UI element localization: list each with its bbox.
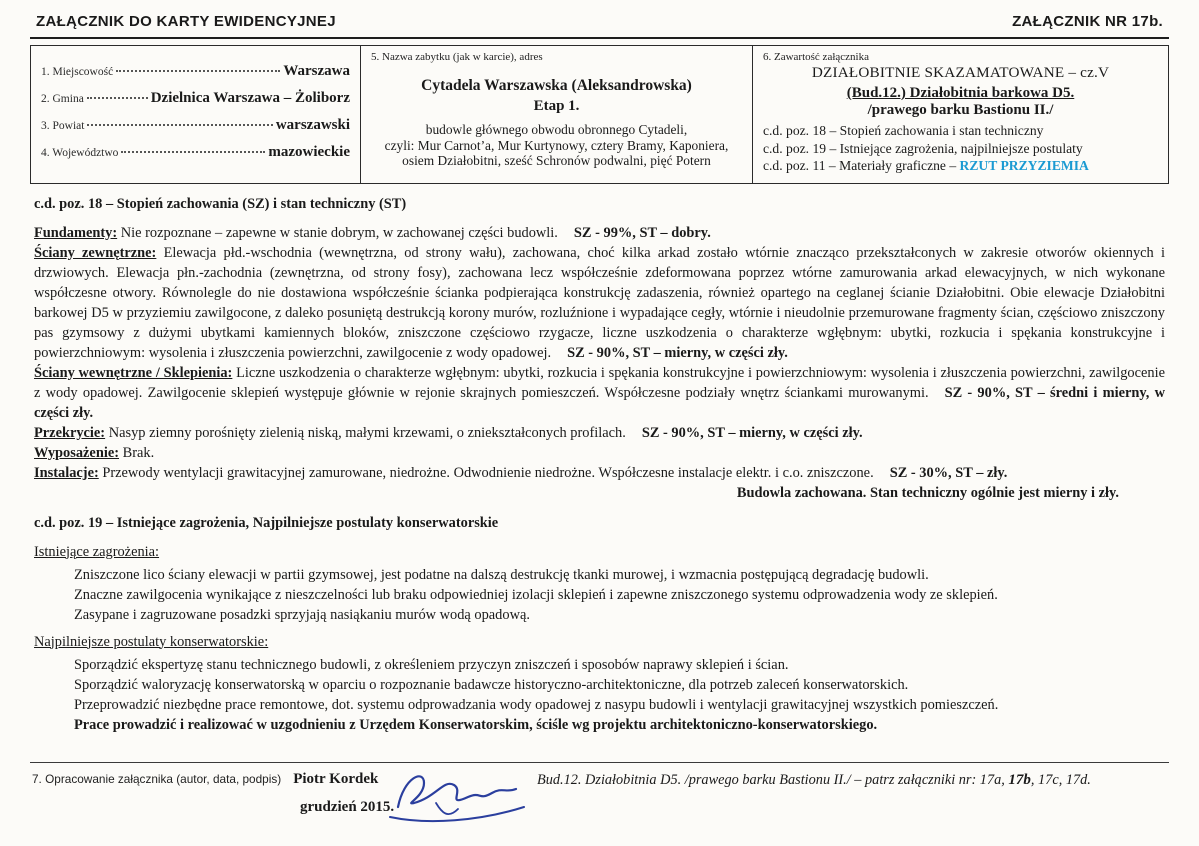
entry-fundamenty	[34, 223, 1165, 243]
entry-label: Fundamenty:	[34, 224, 118, 241]
author-name: Piotr Kordek	[293, 771, 379, 787]
dotted-leader	[87, 97, 148, 99]
contents-item: c.d. poz. 18 – Stopień zachowania i stan techniczny	[763, 123, 1044, 138]
monument-description	[371, 122, 742, 169]
postulate-item: Sporządzić waloryzację konserwatorską w oparciu o rozpoznanie badawcze historyczno-architektoniczne, dla potrzeb zaleceń konserwatorskich.	[74, 676, 909, 693]
entry-label: Instalacje:	[34, 464, 99, 481]
dotted-leader	[116, 70, 280, 72]
entry-status: SZ - 90%, ST – średni i mierny, w części zły.	[34, 384, 1165, 421]
entry-wyposazenie	[34, 443, 1165, 463]
document-footer	[0, 762, 1199, 846]
entry-status: SZ - 99%, ST – dobry.	[573, 224, 711, 241]
contents-cell	[753, 46, 1168, 183]
note-highlight: 17b	[1008, 772, 1031, 788]
field-label: 2. Gmina	[41, 93, 84, 105]
entry-text: Elewacja płd.-wschodnia (wewnętrzna, od strony wału), zachowana, choć kilka arkad zostało wtórnie znacząco przekształconych w zakresie otworów okiennych i drzwiowych. Elewacja płn.-zachodnia (zewnętrzna, od strony fosy), zachowana lecz współcześnie zdeformowana poprzez wtórne zamurowania arkad elewacyjnych, w nich wykonane współczesne otwory. Równolegle do nie dostawiona współcześnie ścianka podpierająca konstrukcję zadaszenia, również opartego na ceglanej ścianie Działobitni. Obie elewacje Działobitni barkowej D5 w przyziemiu zawilgocone, z daleko posuniętą destrukcją korony murów, rozluźnione i wypadające cegły, wtórnie i nieudolnie przemurowane fragmenty ścian, częściowo zniszczony pas gzymsowy z dużymi ubytkami kamiennych bloków, zniszczone częściowo rzygacze, liczne uszkodzenia o charakterze wgłębnym: ubytki, rozkucia i spękania konstrukcyjne i powierzchniowym: wysolenia i złuszczenia powierzchni, zawilgocenie z wody opadowej.	[34, 244, 1165, 361]
entry-label: Przekrycie:	[34, 424, 106, 441]
dotted-leader	[121, 151, 265, 153]
location-cell	[31, 46, 361, 183]
entry-label: Ściany zewnętrzne:	[34, 244, 157, 261]
header-attachment-number: ZAŁĄCZNIK NR 17b.	[1012, 13, 1163, 30]
contents-item	[763, 157, 1158, 175]
contents-item-highlight: RZUT PRZYZIEMIA	[959, 158, 1089, 173]
monument-cell-label: 5. Nazwa zabytku (jak w karcie), adres	[371, 51, 543, 63]
field-gmina	[41, 90, 350, 107]
postulate-item: Sporządzić ekspertyzę stanu technicznego budowli, z określeniem przyczyn zniszczeń i sposobów naprawy sklepień i ścian.	[74, 656, 789, 673]
contents-cell-label: 6. Zawartość załącznika	[763, 51, 869, 63]
entry-status: SZ - 90%, ST – mierny, w części zły.	[567, 344, 788, 361]
contents-item-text: c.d. poz. 11 – Materiały graficzne –	[763, 158, 960, 173]
section-19-heading: c.d. poz. 19 – Istniejące zagrożenia, Najpilniejsze postulaty konserwatorskie	[34, 514, 499, 531]
note-text: Bud.12. Działobitnia D5. /prawego barku Bastionu II./ – patrz załączniki nr: 17a,	[537, 772, 1009, 788]
entry-label: Wyposażenie:	[34, 444, 120, 461]
threat-item: Zasypane i zagruzowane posadzki sprzyjają nasiąkaniu murów wodą opadową.	[74, 606, 530, 623]
contents-item: c.d. poz. 19 – Istniejące zagrożenia, najpilniejsze postulaty	[763, 140, 1083, 156]
monument-cell	[361, 46, 753, 183]
entry-status: SZ - 30%, ST – zły.	[889, 464, 1008, 481]
header-title-left: ZAŁĄCZNIK DO KARTY EWIDENCYJNEJ	[36, 13, 336, 30]
contents-building-detail: /prawego barku Bastionu II./	[867, 102, 1054, 118]
field-value: warszawski	[275, 117, 350, 133]
threats-title: Istniejące zagrożenia:	[34, 543, 160, 560]
field-value: mazowieckie	[268, 144, 350, 160]
entry-text: Przewody wentylacji grawitacyjnej zamurowane, niedrożne. Odwodnienie niedrożne. Współczesne instalacje elektr. i c.o. zniszczone.	[98, 464, 874, 481]
monument-line: budowle głównego obwodu obronnego Cytadeli,	[425, 122, 688, 137]
page-header	[30, 0, 1169, 39]
monument-title: Cytadela Warszawska (Aleksandrowska)	[421, 77, 692, 94]
entry-status: SZ - 90%, ST – mierny, w części zły.	[641, 424, 863, 441]
threat-item: Znaczne zawilgocenia wynikające z nieszczelności lub braku odpowiedniej izolacji sklepień i zapewne zniszczonego systemu odprowadzenia wody ze sklepień.	[74, 586, 998, 603]
contents-item-list	[763, 122, 1158, 175]
entry-text: Nie rozpoznane – zapewne w stanie dobrym, w zachowanej części budowli.	[117, 224, 558, 241]
field-miejscowosc	[41, 63, 350, 80]
entry-przekrycie	[34, 423, 1165, 443]
signature-handwriting	[384, 763, 554, 833]
footer-divider	[30, 762, 1169, 763]
footer-date: grudzień 2015.	[300, 799, 395, 815]
postulate-final: Prace prowadzić i realizować w uzgodnieniu z Urzędem Konserwatorskim, ściśle wg projektu architektoniczno-konserwatorskiego.	[74, 716, 878, 733]
field-value: Dzielnica Warszawa – Żoliborz	[150, 90, 350, 106]
info-table	[30, 45, 1169, 184]
document-body	[34, 194, 1165, 735]
monument-subtitle: Etap 1.	[533, 98, 580, 114]
postulate-item: Przeprowadzić niezbędne prace remontowe, dot. systemu odprowadzania wody opadowej z nasypu budowli i wentylacji grawitacyjnej wszystkich pomieszczeń.	[74, 696, 999, 713]
field-label: 1. Miejscowość	[41, 66, 114, 78]
entry-text: Brak.	[119, 444, 155, 461]
footer-reference-note	[537, 772, 1091, 789]
entry-sciany-zewnetrzne	[34, 243, 1165, 363]
entry-text: Nasyp ziemny porośnięty zielenią niską, małymi krzewami, o zniekształconych profilach.	[105, 424, 626, 441]
note-text: , 17c, 17d.	[1030, 772, 1091, 788]
threat-item: Zniszczone lico ściany elewacji w partii gzymsowej, jest podatne na dalszą destrukcję tkanki murowej, i wzmacnia postępującą degradację budowli.	[74, 566, 929, 583]
footer-label: 7. Opracowanie załącznika (autor, data, podpis)	[32, 772, 282, 786]
postulates-title: Najpilniejsze postulaty konserwatorskie:	[34, 633, 269, 650]
field-value: Warszawa	[283, 63, 350, 79]
entry-instalacje	[34, 463, 1165, 483]
entry-text: Liczne uszkodzenia o charakterze wgłębnym: ubytki, rozkucia i spękania konstrukcyjne i powierzchniowym: wysolenia i złuszczenia powierzchni, zawilgocenie z wody opadowej. Zawilgocenie sklepień występuje głównie w rejonie skrajnych pomieszczeń. Współczesne podziały wnętrz ściankami murowanymi.	[34, 364, 1165, 401]
section-18-heading: c.d. poz. 18 – Stopień zachowania (SZ) i stan techniczny (ST)	[34, 195, 407, 212]
monument-line: osiem Działobitni, sześć Schronów podwalni, pięć Potern	[402, 153, 711, 168]
monument-line: czyli: Mur Carnot’a, Mur Kurtynowy, cztery Bramy, Kaponiera,	[384, 137, 729, 153]
field-wojewodztwo	[41, 144, 350, 161]
condition-summary: Budowla zachowana. Stan techniczny ogólnie jest mierny i zły.	[736, 484, 1119, 501]
entry-label: Ściany wewnętrzne / Sklepienia:	[34, 364, 233, 381]
contents-building: (Bud.12.) Działobitnia barkowa D5.	[846, 85, 1075, 101]
contents-heading: DZIAŁOBITNIE SKAZAMATOWANE – cz.V	[811, 64, 1110, 81]
field-label: 3. Powiat	[41, 120, 85, 132]
entry-sciany-wewnetrzne	[34, 363, 1165, 423]
field-label: 4. Województwo	[41, 147, 119, 159]
field-powiat	[41, 117, 350, 134]
dotted-leader	[87, 124, 272, 126]
